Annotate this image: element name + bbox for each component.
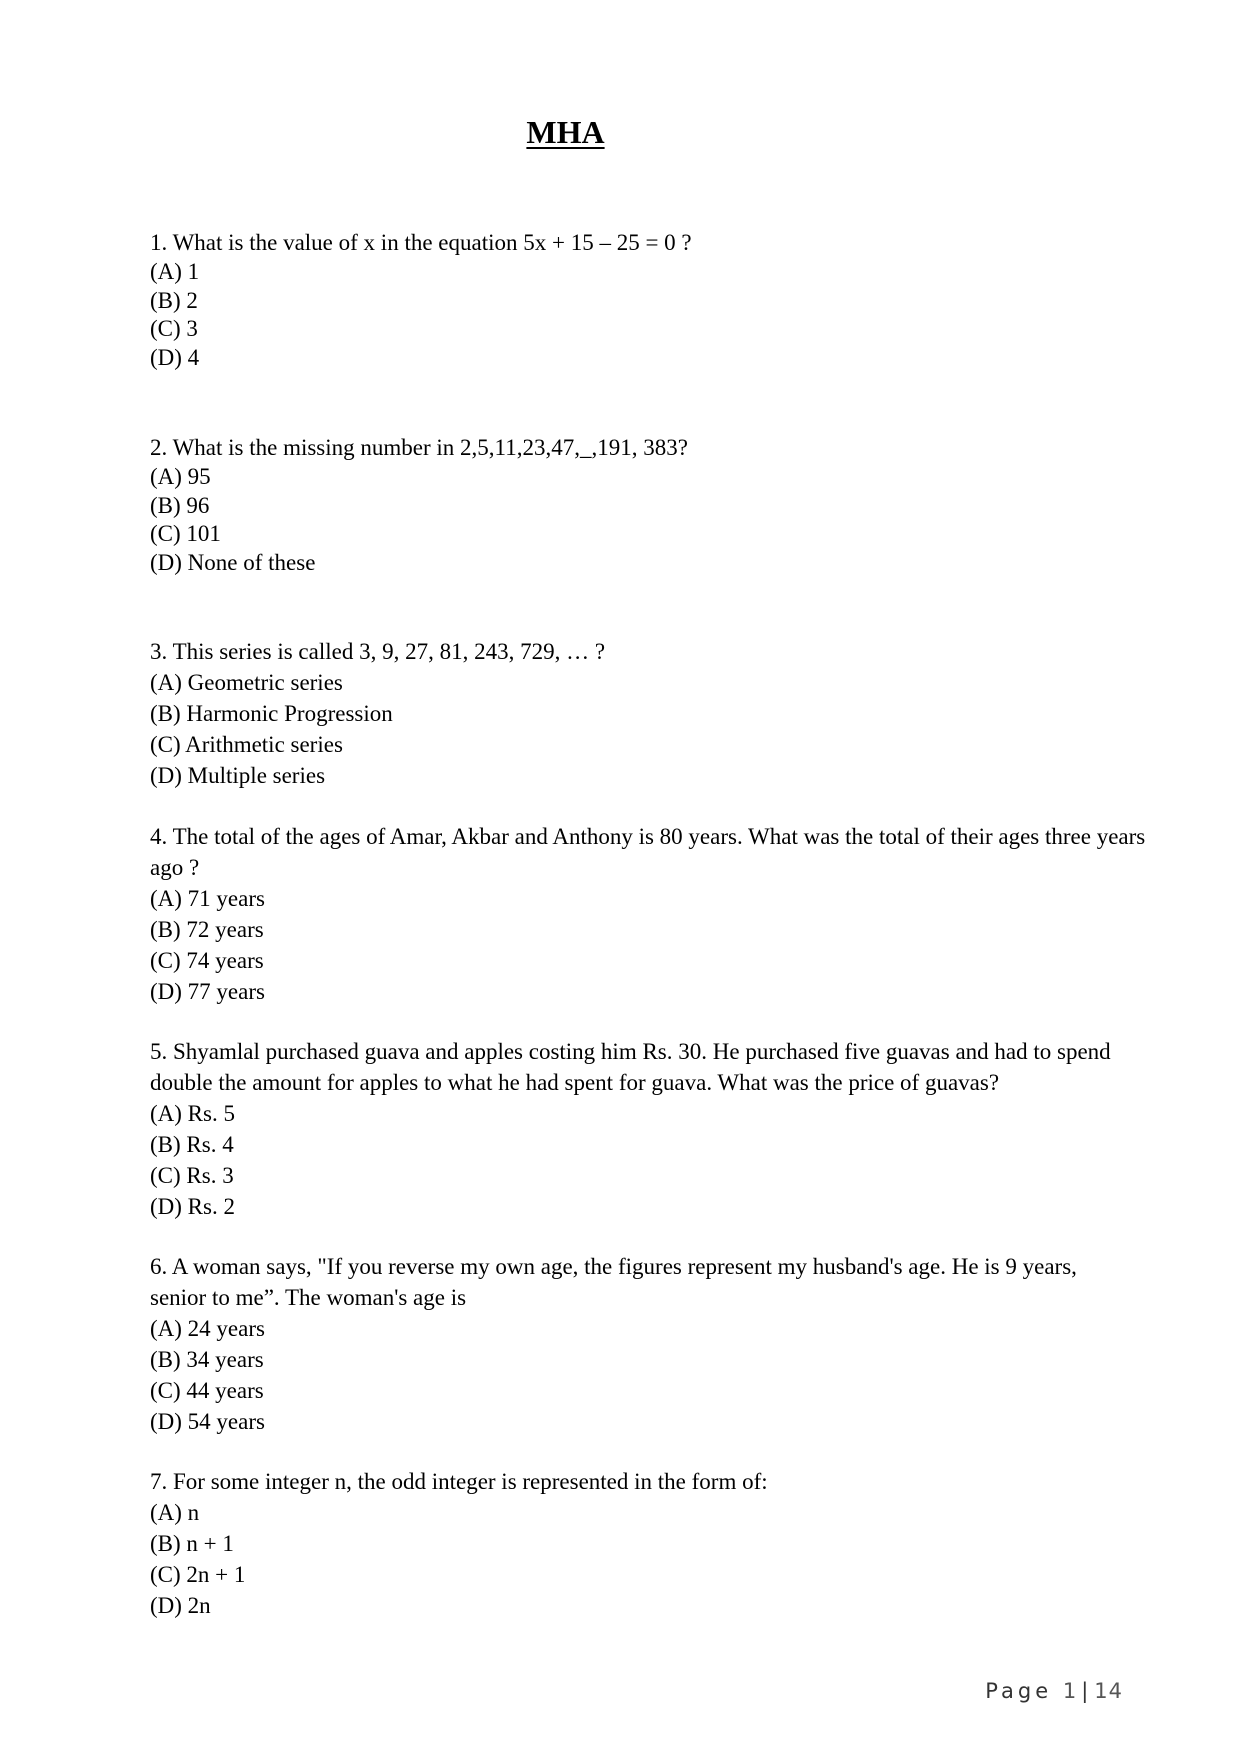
question-5 (150, 1036, 1160, 1222)
option-d: (D) 4 (150, 344, 200, 370)
question-text: 2. What is the missing number in 2,5,11,23,47,_,191, 383? (150, 435, 688, 460)
option-a: (A) 71 years (150, 886, 265, 911)
option-c: (C) 2n + 1 (150, 1562, 246, 1587)
question-text: 3. This series is called 3, 9, 27, 81, 243, 729, … ? (150, 639, 606, 664)
option-a: (A) 95 (150, 464, 211, 489)
option-c: (C) 74 years (150, 948, 264, 973)
option-a: (A) 1 (150, 259, 200, 284)
question-6 (150, 1251, 1110, 1437)
option-d: (D) None of these (150, 549, 316, 575)
option-b: (B) 34 years (150, 1347, 264, 1372)
question-text: 7. For some integer n, the odd integer is represented in the form of: (150, 1469, 768, 1494)
option-b: (B) Harmonic Progression (150, 701, 393, 726)
option-a: (A) n (150, 1500, 200, 1525)
question-3 (150, 636, 1150, 791)
page-footer (985, 1676, 1123, 1706)
option-d: (D) Multiple series (150, 763, 326, 788)
page-separator: | (1081, 1679, 1089, 1703)
option-a: (A) Rs. 5 (150, 1101, 235, 1126)
page-number: 1 (1062, 1679, 1078, 1703)
question-2 (150, 432, 1150, 577)
option-a: (A) Geometric series (150, 670, 343, 695)
option-d: (D) 2n (150, 1593, 211, 1618)
option-d: (D) 77 years (150, 979, 265, 1004)
question-text: 4. The total of the ages of Amar, Akbar and Anthony is 80 years. What was the total of their ages three years ago ? (150, 824, 1146, 880)
option-b: (B) Rs. 4 (150, 1132, 234, 1157)
question-text: 5. Shyamlal purchased guava and apples costing him Rs. 30. He purchased five guavas and had to spend double the amount for apples to what he had spent for guava. What was the price of guavas? (150, 1039, 1111, 1095)
option-c: (C) 44 years (150, 1378, 264, 1403)
option-c: (C) Rs. 3 (150, 1163, 234, 1188)
option-d: (D) Rs. 2 (150, 1194, 235, 1219)
question-text: 1. What is the value of x in the equation 5x + 15 – 25 = 0 ? (150, 230, 692, 255)
option-c: (C) 101 (150, 521, 221, 546)
page-label: Page (985, 1679, 1053, 1703)
option-b: (B) 96 (150, 492, 210, 518)
option-b: (B) n + 1 (150, 1531, 234, 1556)
option-a: (A) 24 years (150, 1316, 265, 1341)
question-4 (150, 821, 1150, 1007)
document-title: MHA (526, 114, 605, 150)
option-c: (C) 3 (150, 316, 198, 341)
question-7 (150, 1466, 1150, 1621)
question-1 (150, 227, 1150, 372)
option-b: (B) 72 years (150, 917, 264, 942)
option-d: (D) 54 years (150, 1409, 265, 1434)
option-b: (B) 2 (150, 287, 198, 313)
question-text: 6. A woman says, "If you reverse my own age, the figures represent my husband's age. He is 9 years, senior to me”. The woman's age is (150, 1254, 1077, 1310)
total-pages: 14 (1094, 1679, 1123, 1703)
option-c: (C) Arithmetic series (150, 732, 343, 757)
